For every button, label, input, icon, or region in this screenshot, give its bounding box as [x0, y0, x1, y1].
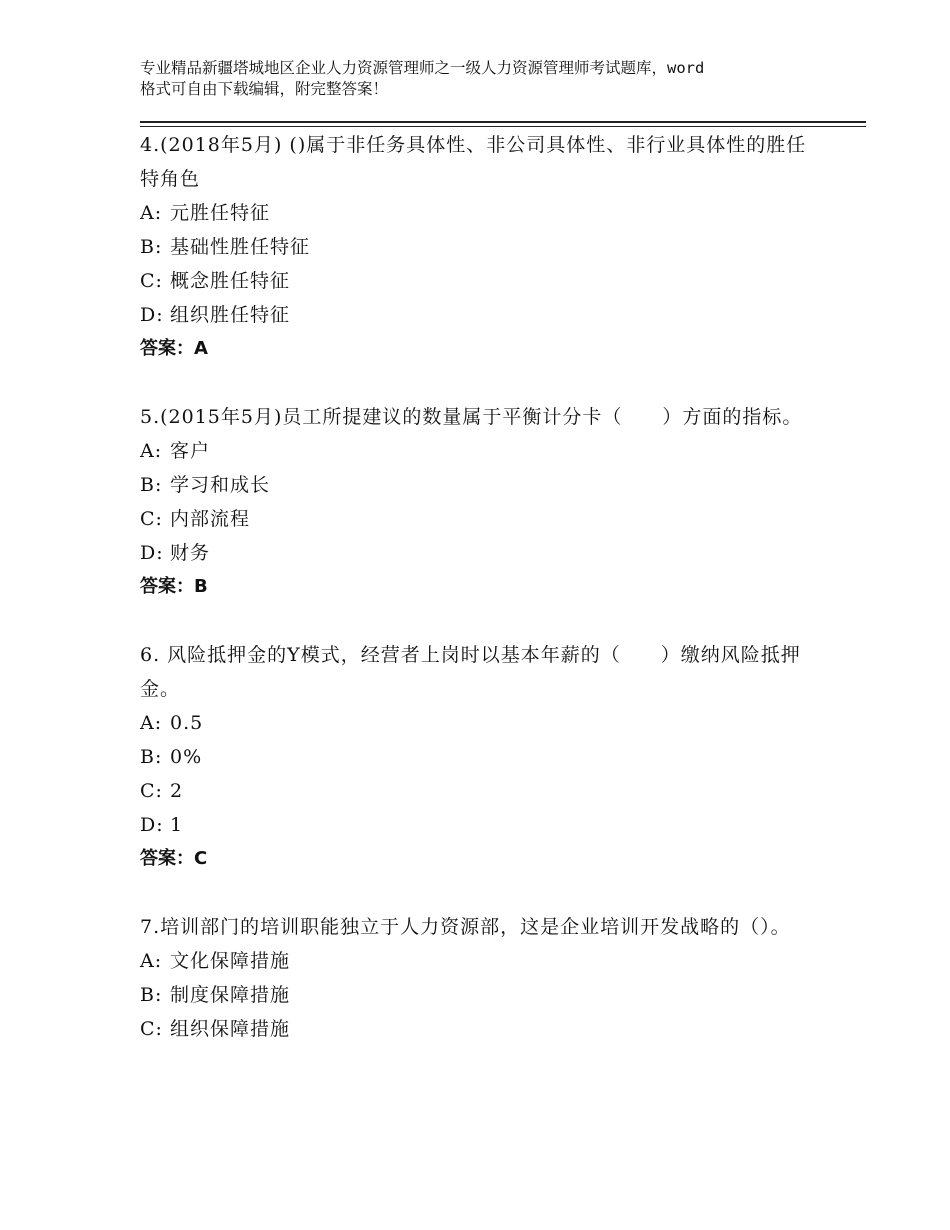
option-text: 组织保障措施 [170, 1018, 291, 1040]
option-label: D: [140, 542, 164, 564]
option-text: 制度保障措施 [170, 984, 291, 1006]
question-6 [140, 638, 820, 876]
question-text: 6. 风险抵押金的Y模式，经营者上岗时以基本年薪的（ ）缴纳风险抵押金。 [140, 644, 801, 700]
option-b [140, 468, 820, 502]
option-text: 0% [170, 746, 203, 768]
option-text: 组织胜任特征 [170, 304, 291, 326]
option-label: B: [140, 474, 163, 496]
option-d [140, 808, 820, 842]
option-b [140, 740, 820, 774]
option-a [140, 944, 820, 978]
option-c [140, 264, 820, 298]
option-text: 0.5 [170, 712, 204, 734]
option-a [140, 434, 820, 468]
question-4 [140, 128, 820, 366]
option-c [140, 502, 820, 536]
option-label: C: [140, 1018, 163, 1040]
option-label: D: [140, 814, 164, 836]
option-text: 基础性胜任特征 [170, 236, 311, 258]
header-line-2: 格式可自由下载编辑，附完整答案！ [140, 80, 389, 98]
question-text: 5.(2015年5月)员工所提建议的数量属于平衡计分卡（ ）方面的指标。 [140, 406, 803, 428]
option-label: B: [140, 984, 163, 1006]
option-label: A: [140, 712, 163, 734]
option-text: 客户 [170, 440, 211, 462]
option-label: A: [140, 202, 163, 224]
question-list [140, 128, 820, 1080]
answer: 答案：A [140, 338, 208, 359]
option-text: 内部流程 [170, 508, 251, 530]
option-text: 1 [170, 814, 184, 836]
option-label: D: [140, 304, 164, 326]
option-label: C: [140, 270, 163, 292]
header-rule-thin [140, 126, 866, 127]
option-text: 财务 [170, 542, 211, 564]
question-5 [140, 400, 820, 604]
option-text: 概念胜任特征 [170, 270, 291, 292]
option-c [140, 1012, 820, 1046]
option-text: 2 [170, 780, 184, 802]
header-line-1: 专业精品新疆塔城地区企业人力资源管理师之一级人力资源管理师考试题库，word [140, 59, 705, 77]
option-label: C: [140, 780, 163, 802]
document-header [140, 58, 830, 100]
option-b [140, 978, 820, 1012]
option-text: 元胜任特征 [170, 202, 271, 224]
option-label: C: [140, 508, 163, 530]
option-text: 文化保障措施 [170, 950, 291, 972]
option-c [140, 774, 820, 808]
question-text: 7.培训部门的培训职能独立于人力资源部，这是企业培训开发战略的（）。 [140, 916, 791, 938]
option-d [140, 298, 820, 332]
answer: 答案：C [140, 848, 208, 869]
option-label: A: [140, 440, 163, 462]
option-text: 学习和成长 [170, 474, 271, 496]
option-d [140, 536, 820, 570]
option-a [140, 196, 820, 230]
option-label: B: [140, 236, 163, 258]
option-b [140, 230, 820, 264]
answer: 答案：B [140, 576, 208, 597]
option-label: A: [140, 950, 163, 972]
question-7 [140, 910, 820, 1046]
option-label: B: [140, 746, 163, 768]
option-a [140, 706, 820, 740]
header-rule-thick [140, 121, 866, 123]
question-text: 4.(2018年5月) ()属于非任务具体性、非公司具体性、非行业具体性的胜任特角色 [140, 134, 807, 190]
